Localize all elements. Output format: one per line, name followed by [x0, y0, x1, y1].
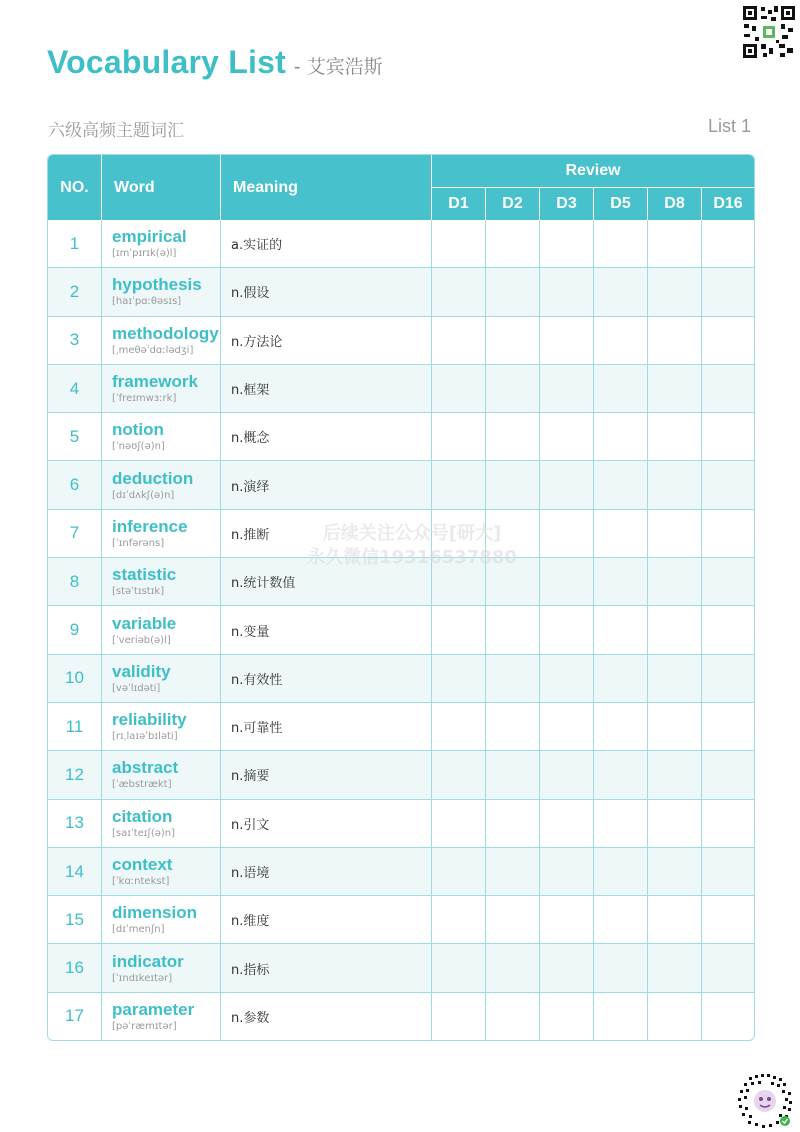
table-row	[48, 993, 754, 1040]
row-number: 3	[48, 317, 102, 365]
review-cell-d5	[594, 848, 648, 896]
review-cell-d2	[486, 461, 540, 509]
page-subtitle: 六级高频主题词汇	[48, 121, 184, 141]
word-phonetic: [ˌmeθəˈdɑːlədʒi]	[112, 344, 194, 356]
header-day-d2: D2	[486, 188, 540, 220]
review-cell-d1	[432, 510, 486, 558]
row-number: 14	[48, 848, 102, 896]
review-cell-d1	[432, 558, 486, 606]
table-row	[48, 220, 754, 268]
meaning-cell: n.推断	[221, 510, 432, 558]
review-cell-d2	[486, 848, 540, 896]
row-number: 10	[48, 655, 102, 703]
word-text: methodology	[112, 323, 219, 343]
review-cell-d3	[540, 413, 594, 461]
review-cell-d2	[486, 365, 540, 413]
header-word: Word	[102, 155, 221, 220]
review-cell-d1	[432, 800, 486, 848]
meaning-cell: n.维度	[221, 896, 432, 944]
review-cell-d1	[432, 993, 486, 1040]
header-day-d3: D3	[540, 188, 594, 220]
review-cell-d16	[702, 606, 754, 654]
review-cell-d2	[486, 655, 540, 703]
review-cell-d2	[486, 220, 540, 268]
word-cell	[102, 848, 221, 896]
table-row	[48, 848, 754, 896]
review-cell-d16	[702, 510, 754, 558]
word-phonetic: [ˈveriəb(ə)l]	[112, 634, 171, 646]
header-meaning: Meaning	[221, 155, 432, 220]
meaning-cell: n.可靠性	[221, 703, 432, 751]
word-phonetic: [ˈfreɪmwɜːrk]	[112, 393, 177, 405]
review-cell-d5	[594, 558, 648, 606]
table-body	[48, 220, 754, 1040]
review-cell-d3	[540, 510, 594, 558]
word-text: parameter	[112, 999, 195, 1019]
table-row	[48, 317, 754, 365]
meaning-cell: n.引文	[221, 800, 432, 848]
review-cell-d16	[702, 317, 754, 365]
review-cell-d1	[432, 703, 486, 751]
review-cell-d16	[702, 558, 754, 606]
review-cell-d16	[702, 220, 754, 268]
table-header	[48, 155, 754, 220]
qr-code-icon	[735, 1071, 795, 1131]
word-text: inference	[112, 516, 188, 536]
review-cell-d16	[702, 896, 754, 944]
word-text: empirical	[112, 227, 187, 247]
review-cell-d8	[648, 800, 702, 848]
row-number: 5	[48, 413, 102, 461]
review-cell-d5	[594, 655, 648, 703]
review-cell-d3	[540, 896, 594, 944]
word-cell	[102, 606, 221, 654]
vocabulary-table	[47, 154, 755, 1041]
meaning-cell: n.指标	[221, 944, 432, 992]
review-cell-d2	[486, 751, 540, 799]
review-cell-d8	[648, 993, 702, 1040]
review-cell-d5	[594, 944, 648, 992]
word-cell	[102, 268, 221, 316]
watermark-line-2: 永久微信19316537880	[307, 547, 517, 568]
word-text: reliability	[112, 710, 187, 730]
word-text: validity	[112, 661, 171, 681]
word-phonetic: [ˈkɑːntekst]	[112, 876, 170, 887]
review-cell-d5	[594, 461, 648, 509]
review-cell-d3	[540, 993, 594, 1040]
header-day-d1: D1	[432, 188, 486, 220]
review-cell-d5	[594, 220, 648, 268]
table-row	[48, 365, 754, 413]
word-phonetic: [vəˈlɪdəti]	[112, 682, 161, 694]
review-cell-d16	[702, 268, 754, 316]
word-cell	[102, 413, 221, 461]
word-phonetic: [ˈɪnfərəns]	[112, 537, 165, 549]
review-cell-d16	[702, 848, 754, 896]
review-cell-d2	[486, 800, 540, 848]
word-cell	[102, 896, 221, 944]
row-number: 1	[48, 220, 102, 268]
word-text: abstract	[112, 758, 179, 778]
review-cell-d2	[486, 317, 540, 365]
review-cell-d3	[540, 703, 594, 751]
word-cell	[102, 993, 221, 1040]
table-row	[48, 751, 754, 799]
word-text: statistic	[112, 565, 177, 585]
review-cell-d2	[486, 268, 540, 316]
word-text: indicator	[112, 951, 184, 971]
review-cell-d3	[540, 751, 594, 799]
word-text: deduction	[112, 468, 194, 488]
word-cell	[102, 220, 221, 268]
word-cell	[102, 365, 221, 413]
review-cell-d1	[432, 317, 486, 365]
review-cell-d16	[702, 703, 754, 751]
table-row	[48, 606, 754, 654]
review-cell-d8	[648, 317, 702, 365]
table-row	[48, 655, 754, 703]
review-cell-d8	[648, 413, 702, 461]
header-day-d8: D8	[648, 188, 702, 220]
row-number: 6	[48, 461, 102, 509]
review-cell-d3	[540, 268, 594, 316]
row-number: 11	[48, 703, 102, 751]
review-cell-d16	[702, 751, 754, 799]
review-cell-d1	[432, 896, 486, 944]
review-cell-d5	[594, 365, 648, 413]
review-cell-d3	[540, 365, 594, 413]
watermark-line-1: 后续关注公众号[研大]	[322, 523, 502, 544]
review-cell-d2	[486, 896, 540, 944]
review-cell-d8	[648, 220, 702, 268]
review-cell-d3	[540, 558, 594, 606]
review-cell-d2	[486, 413, 540, 461]
word-cell	[102, 703, 221, 751]
meaning-cell: n.参数	[221, 993, 432, 1040]
word-cell	[102, 461, 221, 509]
review-cell-d5	[594, 896, 648, 944]
meaning-cell: a.实证的	[221, 220, 432, 268]
review-cell-d8	[648, 848, 702, 896]
page-header	[47, 44, 383, 81]
review-cell-d1	[432, 220, 486, 268]
meaning-cell: n.假设	[221, 268, 432, 316]
row-number: 8	[48, 558, 102, 606]
row-number: 2	[48, 268, 102, 316]
qr-code-icon	[741, 4, 797, 60]
review-cell-d3	[540, 317, 594, 365]
word-cell	[102, 944, 221, 992]
review-cell-d8	[648, 896, 702, 944]
review-cell-d3	[540, 220, 594, 268]
word-cell	[102, 655, 221, 703]
table-row	[48, 558, 754, 606]
table-row	[48, 896, 754, 944]
review-cell-d2	[486, 606, 540, 654]
review-cell-d16	[702, 365, 754, 413]
word-cell	[102, 317, 221, 365]
word-phonetic: [dɪˈmenʃn]	[112, 924, 165, 936]
row-number: 4	[48, 365, 102, 413]
review-cell-d8	[648, 703, 702, 751]
word-text: notion	[112, 420, 164, 440]
word-text: hypothesis	[112, 275, 202, 295]
review-cell-d5	[594, 413, 648, 461]
row-number: 16	[48, 944, 102, 992]
word-phonetic: [ˈɪndɪkeɪtər]	[112, 972, 173, 984]
review-cell-d2	[486, 510, 540, 558]
word-phonetic: [dɪˈdʌkʃ(ə)n]	[112, 489, 175, 501]
meaning-cell: n.变量	[221, 606, 432, 654]
row-number: 17	[48, 993, 102, 1040]
review-cell-d2	[486, 944, 540, 992]
row-number: 9	[48, 606, 102, 654]
page-title: Vocabulary List	[47, 44, 286, 80]
meaning-cell: n.方法论	[221, 317, 432, 365]
word-cell	[102, 751, 221, 799]
word-cell	[102, 800, 221, 848]
meaning-cell: n.框架	[221, 365, 432, 413]
header-day-d5: D5	[594, 188, 648, 220]
review-cell-d8	[648, 751, 702, 799]
word-cell	[102, 510, 221, 558]
review-cell-d16	[702, 993, 754, 1040]
word-phonetic: [saɪˈteɪʃ(ə)n]	[112, 827, 176, 839]
word-phonetic: [haɪˈpɑːθəsɪs]	[112, 296, 182, 308]
review-cell-d16	[702, 800, 754, 848]
review-cell-d5	[594, 268, 648, 316]
review-cell-d1	[432, 751, 486, 799]
review-cell-d5	[594, 703, 648, 751]
review-cell-d1	[432, 606, 486, 654]
review-cell-d5	[594, 510, 648, 558]
review-cell-d8	[648, 655, 702, 703]
table-row	[48, 268, 754, 316]
row-number: 12	[48, 751, 102, 799]
table-row	[48, 461, 754, 509]
review-cell-d8	[648, 461, 702, 509]
table-row	[48, 413, 754, 461]
review-cell-d8	[648, 606, 702, 654]
review-cell-d16	[702, 655, 754, 703]
review-cell-d1	[432, 268, 486, 316]
review-cell-d8	[648, 944, 702, 992]
word-phonetic: [ɪmˈpɪrɪk(ə)l]	[112, 248, 177, 260]
table-row	[48, 510, 754, 558]
word-text: dimension	[112, 903, 198, 923]
review-cell-d3	[540, 655, 594, 703]
review-cell-d8	[648, 365, 702, 413]
review-cell-d1	[432, 365, 486, 413]
header-day-d16: D16	[702, 188, 754, 220]
review-cell-d5	[594, 751, 648, 799]
word-text: framework	[112, 372, 198, 392]
word-text: citation	[112, 806, 173, 826]
header-review: Review	[432, 155, 754, 188]
meaning-cell: n.摘要	[221, 751, 432, 799]
review-cell-d16	[702, 413, 754, 461]
review-cell-d1	[432, 461, 486, 509]
meaning-cell: n.概念	[221, 413, 432, 461]
word-phonetic: [rɪˌlaɪəˈbɪləti]	[112, 731, 178, 743]
header-no: NO.	[48, 155, 102, 220]
table-row	[48, 703, 754, 751]
review-cell-d8	[648, 268, 702, 316]
meaning-cell: n.演绎	[221, 461, 432, 509]
word-text: context	[112, 855, 173, 874]
review-cell-d1	[432, 655, 486, 703]
word-phonetic: [pəˈræmɪtər]	[112, 1020, 177, 1032]
review-cell-d2	[486, 703, 540, 751]
meaning-cell: n.统计数值	[221, 558, 432, 606]
title-separator: -	[293, 56, 301, 78]
review-cell-d5	[594, 800, 648, 848]
review-cell-d5	[594, 317, 648, 365]
meaning-cell: n.语境	[221, 848, 432, 896]
review-cell-d2	[486, 993, 540, 1040]
meaning-cell: n.有效性	[221, 655, 432, 703]
review-cell-d8	[648, 510, 702, 558]
row-number: 13	[48, 800, 102, 848]
review-cell-d3	[540, 800, 594, 848]
review-cell-d3	[540, 461, 594, 509]
row-number: 15	[48, 896, 102, 944]
review-cell-d5	[594, 606, 648, 654]
table-row	[48, 800, 754, 848]
review-cell-d8	[648, 558, 702, 606]
word-phonetic: [ˈnəʊʃ(ə)n]	[112, 441, 165, 453]
word-cell	[102, 558, 221, 606]
review-cell-d5	[594, 993, 648, 1040]
word-phonetic: [stəˈtɪstɪk]	[112, 586, 165, 598]
table-row	[48, 944, 754, 992]
review-cell-d16	[702, 461, 754, 509]
title-author: 艾宾浩斯	[306, 56, 383, 78]
review-cell-d1	[432, 848, 486, 896]
list-label: List 1	[707, 116, 751, 136]
review-cell-d16	[702, 944, 754, 992]
word-phonetic: [ˈæbstrækt]	[112, 779, 172, 791]
review-cell-d1	[432, 944, 486, 992]
review-cell-d3	[540, 944, 594, 992]
review-cell-d1	[432, 413, 486, 461]
review-cell-d3	[540, 848, 594, 896]
review-cell-d2	[486, 558, 540, 606]
row-number: 7	[48, 510, 102, 558]
word-text: variable	[112, 613, 177, 633]
review-cell-d3	[540, 606, 594, 654]
